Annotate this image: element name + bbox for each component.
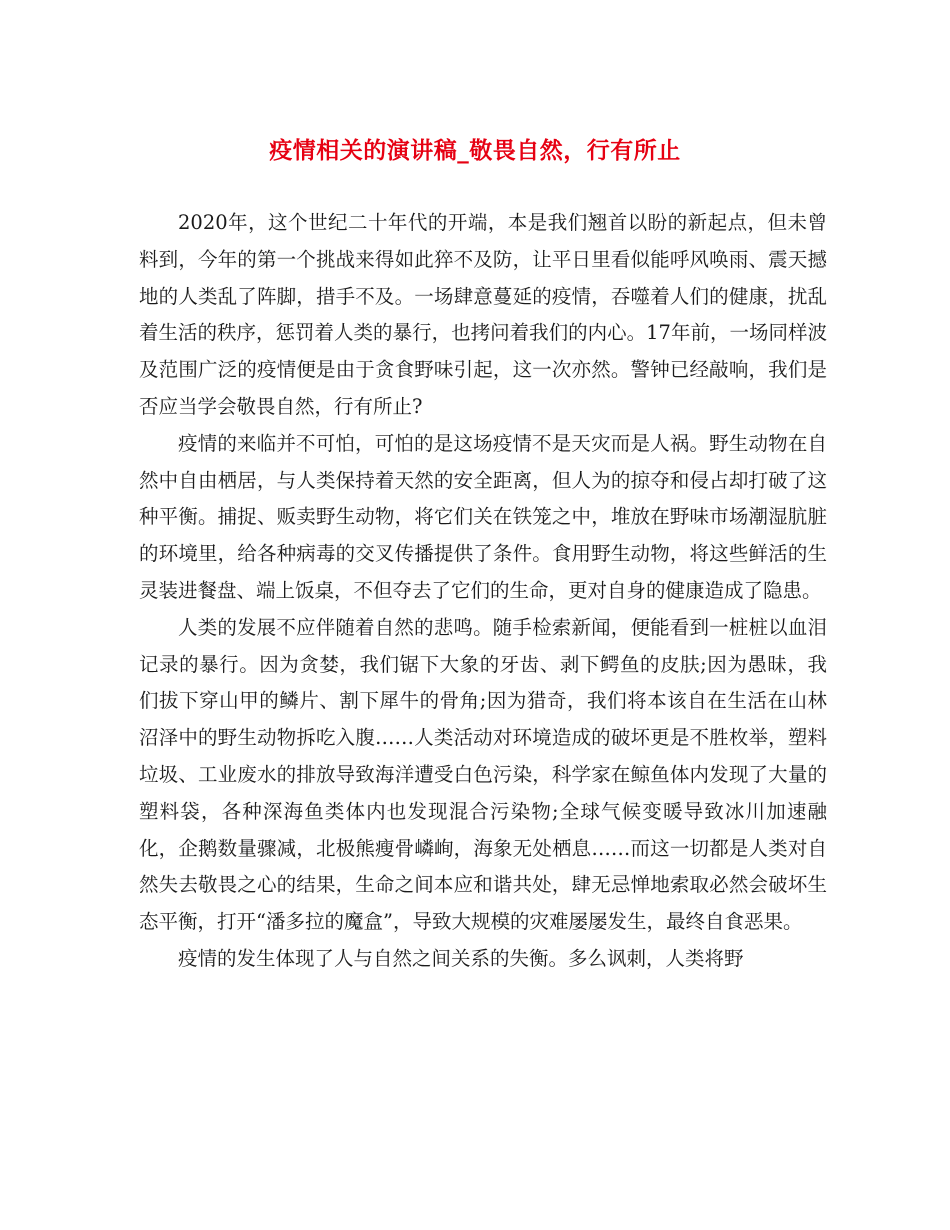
document-title: 疫情相关的演讲稿_敬畏自然，行有所止 — [269, 138, 681, 164]
paragraph-1: 2020年，这个世纪二十年代的开端，本是我们翘首以盼的新起点，但未曾料到，今年的第一个挑战来得如此猝不及防，让平日里看似能呼风唤雨、震天撼地的人类乱了阵脚，措手不及。一场肆意蔓延的疫情，吞噬着人们的健康，扰乱着生活的秩序，惩罚着人类的暴行，也拷问着我们的内心。17年前，一场同样波及范围广泛的疫情便是由于贪食野味引起，这一次亦然。警钟已经敲响，我们是否应当学会敬畏自然，行有所止? — [139, 211, 827, 418]
paragraph-2: 疫情的来临并不可怕，可怕的是这场疫情不是天灾而是人祸。野生动物在自然中自由栖居，与人类保持着天然的安全距离，但人为的掠夺和侵占却打破了这种平衡。捕捉、贩卖野生动物，将它们关在铁笼之中，堆放在野味市场潮湿肮脏的环境里，给各种病毒的交叉传播提供了条件。食用野生动物，将这些鲜活的生灵装进餐盘、端上饭桌，不但夺去了它们的生命，更对自身的健康造成了隐患。 — [139, 431, 827, 602]
paragraph-4: 疫情的发生体现了人与自然之间关系的失衡。多么讽刺，人类将野 — [178, 946, 744, 970]
document-body — [139, 205, 827, 978]
paragraph-3: 人类的发展不应伴随着自然的悲鸣。随手检索新闻，便能看到一桩桩以血泪记录的暴行。因为贪婪，我们锯下大象的牙齿、剥下鳄鱼的皮肤;因为愚昧，我们拔下穿山甲的鳞片、割下犀牛的骨角;因为猎奇，我们将本该自在生活在山林沼泽中的野生动物拆吃入腹……人类活动对环境造成的破坏更是不胜枚举，塑料垃圾、工业废水的排放导致海洋遭受白色污染，科学家在鲸鱼体内发现了大量的塑料袋，各种深海鱼类体内也发现混合污染物;全球气候变暖导致冰川加速融化，企鹅数量骤减，北极熊瘦骨嶙峋，海象无处栖息……而这一切都是人类对自然失去敬畏之心的结果，生命之间本应和谐共处，肆无忌惮地索取必然会破坏生态平衡，打开“潘多拉的魔盒”，导致大规模的灾难屡屡发生，最终自食恶果。 — [139, 615, 827, 934]
